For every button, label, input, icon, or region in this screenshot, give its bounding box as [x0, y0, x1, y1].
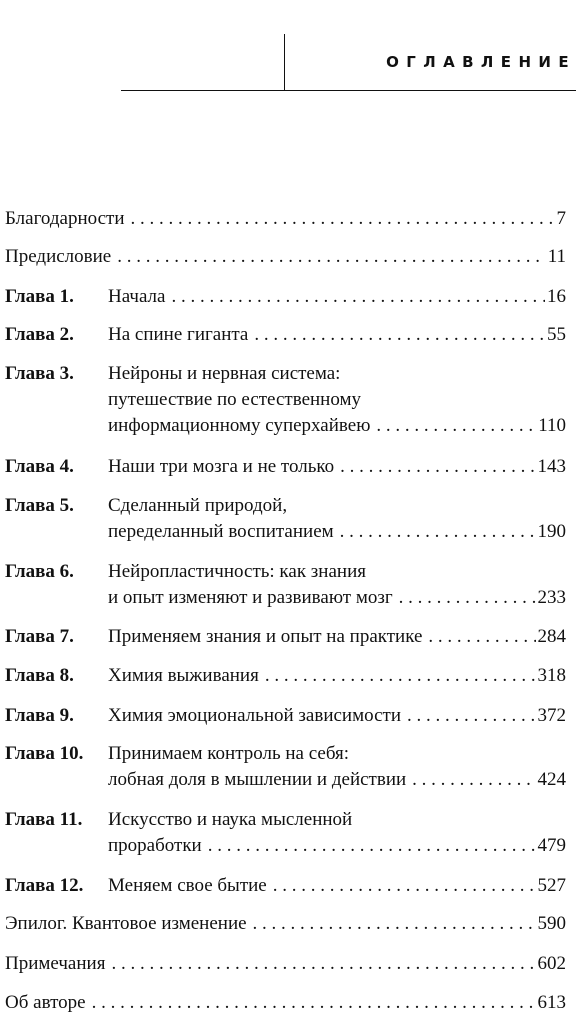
toc-entry[interactable] — [5, 807, 566, 859]
toc-entry-title: путешествие по естественному — [108, 389, 361, 410]
toc-entry-title: Искусство и наука мысленной — [108, 809, 353, 830]
toc-line — [5, 807, 566, 833]
toc-page-number: 479 — [537, 835, 566, 856]
toc-entry-title: и опыт изменяют и развивают мозг — [108, 587, 393, 608]
dot-leader — [376, 413, 536, 439]
header-rule-horizontal — [121, 90, 576, 91]
toc-entry[interactable] — [5, 703, 566, 729]
toc-chapter-label: Глава 4. — [5, 456, 74, 477]
toc-line — [5, 833, 566, 859]
toc-chapter-label: Глава 3. — [5, 363, 74, 384]
toc-page-number: 190 — [537, 521, 566, 542]
header-rule-vertical — [284, 34, 285, 91]
toc-entry-title: Сделанный природой, — [108, 495, 288, 516]
toc-chapter-label: Глава 7. — [5, 626, 74, 647]
toc-entry[interactable] — [5, 873, 566, 899]
toc-chapter-label: Глава 11. — [5, 809, 83, 830]
toc-entry-title: Примечания — [5, 953, 106, 974]
toc-line — [5, 559, 566, 585]
toc-line — [5, 990, 566, 1016]
toc-entry-title: Наши три мозга и не только — [108, 456, 335, 477]
toc-entry[interactable] — [5, 493, 566, 545]
toc-line — [5, 663, 566, 689]
toc-chapter-label: Глава 9. — [5, 705, 74, 726]
toc-page-number: 143 — [537, 456, 566, 477]
toc-chapter-label: Глава 6. — [5, 561, 74, 582]
toc-chapter-label: Глава 1. — [5, 286, 74, 307]
dot-leader — [273, 873, 536, 899]
toc-page-number: 110 — [538, 415, 566, 436]
toc-entry[interactable] — [5, 559, 566, 611]
toc-entry[interactable] — [5, 624, 566, 650]
toc-page-number: 7 — [556, 208, 566, 229]
dot-leader — [253, 911, 536, 937]
toc-line — [5, 519, 566, 545]
toc-line — [5, 911, 566, 937]
toc-page-number: 318 — [537, 665, 566, 686]
toc-page-number: 424 — [537, 769, 566, 790]
dot-leader — [340, 519, 536, 545]
toc-entry-title: Начала — [108, 286, 166, 307]
toc-entry[interactable] — [5, 911, 566, 937]
dot-leader — [412, 767, 535, 793]
toc-page-number: 233 — [537, 587, 566, 608]
toc-line — [5, 322, 566, 348]
toc-entry-title: Нейроны и нервная система: — [108, 363, 341, 384]
toc-entry[interactable] — [5, 663, 566, 689]
toc-entry[interactable] — [5, 951, 566, 977]
dot-leader — [111, 951, 535, 977]
toc-chapter-label: Глава 12. — [5, 875, 84, 896]
dot-leader — [171, 284, 545, 310]
toc-entry-title: лобная доля в мышлении и действии — [108, 769, 407, 790]
toc-page-number: 613 — [537, 992, 566, 1013]
toc-entry-title: На спине гиганта — [108, 324, 249, 345]
toc-entry-title: Химия эмоциональной зависимости — [108, 705, 401, 726]
toc-chapter-label: Глава 5. — [5, 495, 74, 516]
toc-entry-title: Применяем знания и опыт на практике — [108, 626, 423, 647]
toc-line — [5, 244, 566, 270]
toc-entry-title: Химия выживания — [108, 665, 259, 686]
dot-leader — [117, 244, 545, 270]
toc-entry-title: Благодарности — [5, 208, 125, 229]
toc-line — [5, 767, 566, 793]
toc-line — [5, 206, 566, 232]
toc-entry[interactable] — [5, 454, 566, 480]
toc-line — [5, 624, 566, 650]
dot-leader — [131, 206, 555, 232]
toc-line — [5, 741, 566, 767]
toc-line — [5, 703, 566, 729]
dot-leader — [92, 990, 536, 1016]
toc-entry-title: информационному суперхайвею — [108, 415, 371, 436]
toc-line — [5, 387, 566, 413]
toc-page-number: 590 — [537, 913, 566, 934]
toc-chapter-label: Глава 10. — [5, 743, 84, 764]
toc-page-number: 372 — [537, 705, 566, 726]
dot-leader — [407, 703, 536, 729]
toc-page-number: 602 — [537, 953, 566, 974]
toc-line — [5, 413, 566, 439]
toc-page-number: 16 — [547, 286, 566, 307]
toc-page-number: 11 — [547, 246, 566, 267]
toc-line — [5, 585, 566, 611]
dot-leader — [265, 663, 536, 689]
toc-line — [5, 284, 566, 310]
toc-line — [5, 361, 566, 387]
toc-entry[interactable] — [5, 206, 566, 232]
page-title: ОГЛАВЛЕНИЕ — [386, 53, 576, 71]
toc-entry[interactable] — [5, 322, 566, 348]
toc-entry[interactable] — [5, 284, 566, 310]
toc-page-number: 284 — [537, 626, 566, 647]
dot-leader — [428, 624, 535, 650]
toc-entry-title: Об авторе — [5, 992, 86, 1013]
toc-line — [5, 873, 566, 899]
toc-entry-title: Меняем свое бытие — [108, 875, 267, 896]
dot-leader — [254, 322, 545, 348]
toc-entry-title: проработки — [108, 835, 202, 856]
toc-line — [5, 493, 566, 519]
toc-entry-title: переделанный воспитанием — [108, 521, 334, 542]
dot-leader — [208, 833, 536, 859]
toc-chapter-label: Глава 2. — [5, 324, 74, 345]
dot-leader — [340, 454, 535, 480]
toc-entry-title: Принимаем контроль на себя: — [108, 743, 350, 764]
toc-chapter-label: Глава 8. — [5, 665, 74, 686]
toc-line — [5, 454, 566, 480]
toc-entry-title: Нейропластичность: как знания — [108, 561, 366, 582]
toc-entry-title: Эпилог. Квантовое изменение — [5, 913, 247, 934]
toc-line — [5, 951, 566, 977]
toc-entry[interactable] — [5, 741, 566, 793]
toc-entry[interactable] — [5, 361, 566, 439]
toc-entry[interactable] — [5, 990, 566, 1016]
dot-leader — [399, 585, 536, 611]
toc-entry[interactable] — [5, 244, 566, 270]
toc-entry-title: Предисловие — [5, 246, 112, 267]
toc-page-number: 527 — [537, 875, 566, 896]
toc-page-number: 55 — [547, 324, 566, 345]
